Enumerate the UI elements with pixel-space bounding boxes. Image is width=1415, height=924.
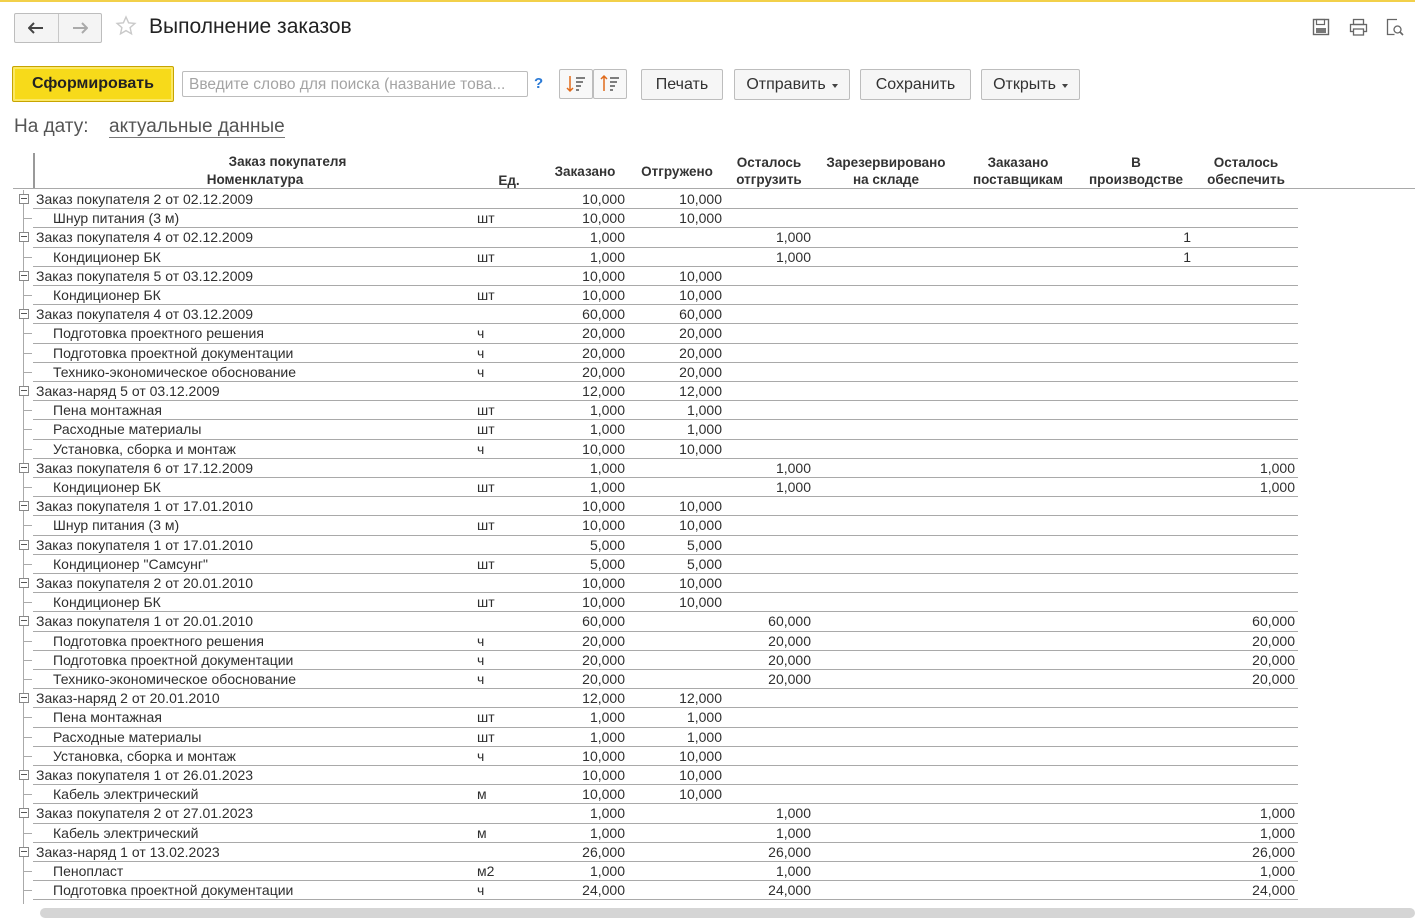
row-name: Пенопласт [53,863,124,879]
collapse-toggle-icon[interactable] [19,386,29,396]
header-to-ship-line1: Осталось [736,155,802,170]
sort-ascending-button[interactable] [559,69,593,99]
tree-branch [24,871,32,872]
row-unit: ч [477,440,485,457]
row-name: Расходные материалы [53,421,202,438]
order-row[interactable] [33,689,1298,708]
header-bottom-line [13,188,1415,189]
cell-to-provide: 26,000 [1252,843,1295,860]
tree-branch [24,410,32,411]
tree-branch [24,218,32,219]
cell-ordered: 20,000 [582,325,625,342]
row-name: Кондиционер БК [53,248,161,265]
order-row[interactable] [33,843,1298,862]
cell-shipped: 10,000 [679,440,722,457]
navigation-group [14,13,102,43]
cell-ordered: 1,000 [589,421,625,438]
cell-ordered: 26,000 [582,843,625,860]
header-ordered: Заказано [554,164,616,179]
header-divider [33,153,35,189]
row-name: Заказ покупателя 1 от 17.01.2010 [36,536,254,553]
order-row[interactable] [33,497,1298,516]
row-unit: ч [477,651,485,668]
order-row[interactable] [33,574,1298,593]
cell-ordered: 60,000 [582,306,625,323]
tree-branch [24,833,32,834]
row-unit: ч [477,325,485,342]
row-name: Кондиционер БК [53,287,161,303]
cell-to-provide: 1,000 [1259,824,1295,841]
cell-shipped: 10,000 [679,517,722,534]
item-row[interactable] [33,881,1298,900]
collapse-toggle-icon[interactable] [19,271,29,281]
cell-production: 1 [1183,248,1191,265]
cell-shipped: 10,000 [679,747,722,764]
row-unit: м [477,824,487,841]
back-button[interactable] [15,14,58,42]
collapse-toggle-icon[interactable] [19,194,29,204]
report-sheet[interactable] [0,150,1415,904]
tree-branch [24,429,32,430]
cell-ordered: 10,000 [582,517,625,534]
row-name: Подготовка проектной документации [53,882,294,899]
row-name: Шнур питания (3 м) [53,210,180,227]
cell-ordered: 5,000 [589,536,625,553]
cell-shipped: 10,000 [679,786,722,803]
item-row[interactable] [33,555,1298,574]
row-unit: шт [477,555,495,572]
header-to-ship [724,154,814,188]
cell-shipped: 12,000 [679,690,722,707]
printer-icon[interactable] [1349,18,1368,36]
header-production [1080,154,1192,188]
item-row[interactable] [33,344,1298,363]
cell-to-provide: 24,000 [1252,882,1295,899]
cell-to-ship: 1,000 [775,479,811,495]
row-name: Заказ покупателя 1 от 20.01.2010 [36,613,254,630]
cell-to-ship: 20,000 [768,671,811,687]
row-unit: шт [477,402,495,419]
header-production-line1: В [1131,155,1141,170]
tree-branch [24,333,32,334]
row-unit: шт [477,287,495,303]
cell-ordered: 1,000 [589,728,625,745]
row-name: Подготовка проектного решения [53,632,264,649]
tree-branch [24,295,32,296]
cell-ordered: 1,000 [589,402,625,419]
row-unit: ч [477,632,485,649]
item-row[interactable] [33,420,1298,439]
row-name: Кабель электрический [53,786,199,803]
header-shipped: Отгружено [641,164,713,179]
row-name: Кондиционер "Самсунг" [53,555,208,572]
item-row[interactable] [33,747,1298,766]
cell-shipped: 20,000 [679,344,722,361]
arrow-right-icon [72,22,88,34]
row-unit: шт [477,248,495,265]
arrow-left-icon [28,22,44,34]
cell-ordered: 12,000 [582,383,625,399]
cell-ordered: 10,000 [582,287,625,303]
order-row[interactable] [33,766,1298,785]
cell-ordered: 20,000 [582,651,625,668]
cell-ordered: 10,000 [582,210,625,227]
chevron-down-icon [832,84,838,88]
collapse-toggle-icon[interactable] [19,540,29,550]
row-unit: шт [477,517,495,534]
header-supplier [962,154,1074,188]
cell-shipped: 5,000 [686,536,722,553]
cell-shipped: 20,000 [679,363,722,380]
print-button[interactable] [641,69,723,100]
collapse-toggle-icon[interactable] [19,847,29,857]
row-unit: шт [477,709,495,726]
row-name: Заказ покупателя 1 от 17.01.2010 [36,498,254,515]
header-reserved [816,154,956,188]
horizontal-scrollbar[interactable] [40,908,1415,918]
cell-ordered: 1,000 [589,863,625,879]
cell-ordered: 10,000 [582,786,625,803]
cell-to-ship: 20,000 [768,651,811,668]
header-to-ship-line2: отгрузить [736,172,802,187]
cell-to-provide: 1,000 [1259,479,1295,495]
header-supplier-line1: Заказано [987,155,1049,170]
cell-shipped: 10,000 [679,210,722,227]
item-row[interactable] [33,516,1298,535]
item-row[interactable] [33,670,1298,689]
print-button-label: Печать [655,75,709,93]
collapse-toggle-icon[interactable] [19,501,29,511]
open-button[interactable] [981,69,1080,100]
cell-to-ship: 26,000 [768,843,811,860]
order-row[interactable] [33,804,1298,823]
cell-to-provide: 20,000 [1252,632,1295,649]
row-unit: шт [477,479,495,495]
cell-shipped: 1,000 [686,709,722,726]
collapse-toggle-icon[interactable] [19,309,29,319]
cell-ordered: 10,000 [582,191,625,207]
row-name: Кондиционер БК [53,594,161,611]
cell-ordered: 60,000 [582,613,625,630]
cell-ordered: 20,000 [582,632,625,649]
row-name: Заказ покупателя 4 от 03.12.2009 [36,306,254,323]
cell-to-provide: 20,000 [1252,671,1295,687]
date-label: На дату: [14,116,89,137]
row-name: Заказ покупателя 6 от 17.12.2009 [36,459,254,476]
row-name: Кабель электрический [53,824,199,841]
chevron-down-icon [1062,84,1068,88]
print-preview-icon[interactable] [1385,18,1404,37]
cell-to-provide: 1,000 [1259,863,1295,879]
item-row[interactable] [33,708,1298,727]
item-row[interactable] [33,363,1298,382]
cell-to-ship: 1,000 [775,459,811,476]
cell-to-provide: 1,000 [1259,459,1295,476]
row-name: Заказ покупателя 2 от 27.01.2023 [36,805,254,822]
row-unit: м [477,786,487,803]
search-help-button[interactable]: ? [534,75,544,92]
sort-ascending-icon [565,74,587,94]
row-name: Технико-экономическое обоснование [53,671,297,687]
row-name: Установка, сборка и монтаж [53,747,236,764]
collapse-toggle-icon[interactable] [19,808,29,818]
cell-shipped: 1,000 [686,728,722,745]
item-row[interactable] [33,824,1298,843]
header-to-provide-line1: Осталось [1213,155,1279,170]
item-row[interactable] [33,862,1298,881]
item-row[interactable] [33,440,1298,459]
row-name: Заказ покупателя 4 от 02.12.2009 [36,229,254,246]
row-name: Заказ покупателя 2 от 02.12.2009 [36,191,254,207]
cell-ordered: 24,000 [582,882,625,899]
cell-shipped: 10,000 [679,191,722,207]
tree-branch [24,756,32,757]
tree-branch [24,257,32,258]
row-unit: ч [477,882,485,899]
row-name: Пена монтажная [53,402,162,419]
row-unit: м2 [477,863,495,879]
item-row[interactable] [33,593,1298,612]
cell-to-ship: 1,000 [775,248,811,265]
row-name: Технико-экономическое обоснование [53,363,297,380]
tree-branch [24,525,32,526]
header-to-provide-line2: обеспечить [1207,172,1285,187]
cell-to-ship: 1,000 [775,863,811,879]
header-supplier-line2: поставщикам [972,172,1064,187]
cell-shipped: 10,000 [679,267,722,284]
item-row[interactable] [33,248,1298,267]
collapse-toggle-icon[interactable] [19,693,29,703]
cell-ordered: 1,000 [589,824,625,841]
order-row[interactable] [33,305,1298,324]
item-row[interactable] [33,478,1298,497]
cell-ordered: 1,000 [589,709,625,726]
collapse-toggle-icon[interactable] [19,578,29,588]
row-unit: шт [477,210,495,227]
row-name: Пена монтажная [53,709,162,726]
cell-shipped: 12,000 [679,383,722,399]
sort-descending-icon [599,74,621,94]
tree-branch [24,890,32,891]
cell-shipped: 10,000 [679,575,722,591]
row-unit: ч [477,671,485,687]
cell-ordered: 10,000 [582,575,625,591]
cell-shipped: 10,000 [679,594,722,611]
item-row[interactable] [33,728,1298,747]
cell-ordered: 1,000 [589,479,625,495]
cell-shipped: 60,000 [679,306,722,323]
page-title: Выполнение заказов [149,15,352,38]
row-name: Шнур питания (3 м) [53,517,180,534]
cell-ordered: 10,000 [582,440,625,457]
row-name: Подготовка проектной документации [53,651,294,668]
order-row[interactable] [33,267,1298,286]
tree-branch [24,602,32,603]
item-row[interactable] [33,785,1298,804]
cell-ordered: 20,000 [582,344,625,361]
cell-shipped: 5,000 [686,555,722,572]
item-row[interactable] [33,324,1298,343]
tree-branch [24,641,32,642]
send-button[interactable] [734,69,850,100]
row-name: Заказ-наряд 1 от 13.02.2023 [36,843,220,860]
cell-ordered: 10,000 [582,594,625,611]
row-name: Кондиционер БК [53,479,161,495]
tree-branch [24,660,32,661]
cell-to-ship: 60,000 [768,613,811,630]
order-row[interactable] [33,536,1298,555]
header-unit: Ед. [498,173,520,188]
cell-ordered: 5,000 [589,555,625,572]
row-name: Заказ покупателя 5 от 03.12.2009 [36,267,254,284]
generate-report-button[interactable]: Сформировать [12,66,174,102]
row-unit: ч [477,747,485,764]
cell-shipped: 10,000 [679,767,722,783]
open-button-label: Открыть [993,75,1056,93]
order-row[interactable] [33,612,1298,631]
row-name: Заказ-наряд 5 от 03.12.2009 [36,383,220,399]
row-name: Заказ-наряд 2 от 20.01.2010 [36,690,220,707]
cell-ordered: 1,000 [589,459,625,476]
cell-to-ship: 1,000 [775,805,811,822]
cell-ordered: 20,000 [582,363,625,380]
row-name: Подготовка проектного решения [53,325,264,342]
row-name: Заказ покупателя 1 от 26.01.2023 [36,767,254,783]
cell-ordered: 20,000 [582,671,625,687]
order-row[interactable] [33,190,1298,209]
tree-branch [24,449,32,450]
cell-shipped: 1,000 [686,421,722,438]
cell-ordered: 1,000 [589,229,625,246]
row-unit: шт [477,728,495,745]
star-icon[interactable] [115,15,137,37]
sort-descending-button[interactable] [593,69,627,99]
row-unit: ч [477,363,485,380]
cell-shipped: 10,000 [679,498,722,515]
row-name: Установка, сборка и монтаж [53,440,236,457]
cell-to-provide: 20,000 [1252,651,1295,668]
row-name: Подготовка проектной документации [53,344,294,361]
cell-to-ship: 1,000 [775,229,811,246]
cell-to-ship: 1,000 [775,824,811,841]
tree-branch [24,564,32,565]
tree-branch [24,679,32,680]
cell-production: 1 [1183,229,1191,246]
cell-shipped: 1,000 [686,402,722,419]
save-button[interactable] [860,69,971,100]
cell-to-ship: 20,000 [768,632,811,649]
order-row[interactable] [33,228,1298,247]
tree-branch [24,737,32,738]
header-reserved-line2: на складе [852,172,919,187]
search-input[interactable]: Введите слово для поиска (название това... [182,71,528,97]
cell-to-provide: 60,000 [1252,613,1295,630]
tree-branch [24,372,32,373]
cell-ordered: 10,000 [582,267,625,284]
header-to-provide [1195,154,1297,188]
row-unit: шт [477,594,495,611]
collapse-toggle-icon[interactable] [19,770,29,780]
header-order: Заказ покупателя [228,154,347,169]
cell-ordered: 1,000 [589,248,625,265]
forward-button[interactable] [58,14,102,42]
date-value-link[interactable]: актуальные данные [109,116,285,137]
tree-branch [24,353,32,354]
item-row[interactable] [33,401,1298,420]
collapse-toggle-icon[interactable] [19,616,29,626]
row-unit: шт [477,421,495,438]
cell-shipped: 20,000 [679,325,722,342]
item-row[interactable] [33,286,1298,305]
floppy-disk-icon[interactable] [1312,18,1330,36]
cell-ordered: 12,000 [582,690,625,707]
item-row[interactable] [33,209,1298,228]
tree-branch [24,487,32,488]
cell-to-provide: 1,000 [1259,805,1295,822]
item-row[interactable] [33,632,1298,651]
order-row[interactable] [33,459,1298,478]
top-accent-bar [0,0,1415,2]
collapse-toggle-icon[interactable] [19,232,29,242]
row-name: Расходные материалы [53,728,202,745]
cell-ordered: 10,000 [582,747,625,764]
row-unit: ч [477,344,485,361]
row-name: Заказ покупателя 2 от 20.01.2010 [36,575,254,591]
tree-branch [24,717,32,718]
header-reserved-line1: Зарезервировано [826,155,946,170]
cell-to-ship: 24,000 [768,882,811,899]
header-production-line2: производстве [1089,172,1183,187]
tree-branch [24,794,32,795]
save-button-label: Сохранить [875,75,956,93]
header-item: Номенклатура [206,172,304,187]
collapse-toggle-icon[interactable] [19,463,29,473]
cell-ordered: 10,000 [582,767,625,783]
item-row[interactable] [33,651,1298,670]
order-row[interactable] [33,382,1298,401]
cell-shipped: 10,000 [679,287,722,303]
cell-ordered: 1,000 [589,805,625,822]
cell-ordered: 10,000 [582,498,625,515]
send-button-label: Отправить [746,75,826,93]
